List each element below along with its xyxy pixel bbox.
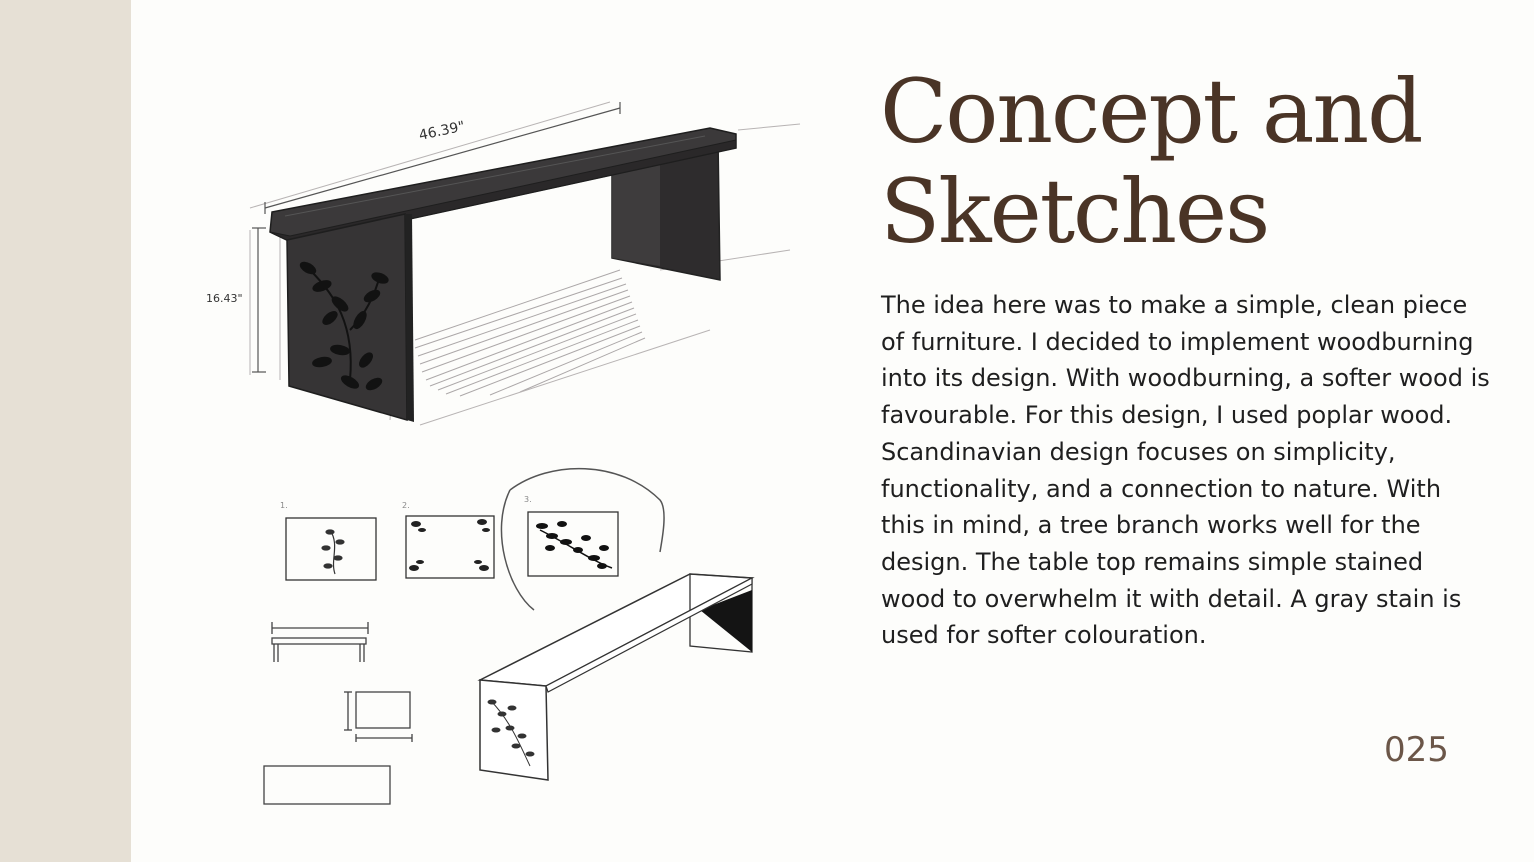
option-3-label: 3.: [524, 495, 532, 504]
elevation-sketches: [264, 622, 412, 804]
option-1-panel: [286, 518, 376, 580]
length-dimension-label: 46.39": [417, 118, 467, 144]
height-dimension-label: 16.43": [206, 292, 243, 305]
description-paragraph: The idea here was to make a simple, clean piece of furniture. I decided to implement woodburning into its design. With woodburning, a softer wood is favourable. For this design, I used poplar wood. Scandinavian design focuses on simplicity, functionality, and a connection to nature. With this in mind, a tree branch works well for the design. The table top remains simple stained wood to overwhelm it with detail. A gray stain is used for softer colouration.: [881, 291, 1490, 650]
sketch-drawing: [190, 90, 830, 820]
secondary-bench-sketch: [480, 574, 752, 780]
side-band: [0, 0, 131, 862]
option-2-label: 2.: [402, 501, 410, 510]
page-title: Concept and Sketches: [880, 60, 1422, 263]
main-bench-sketch: [206, 102, 800, 425]
panel-options: [280, 469, 664, 610]
page-number: 025: [1384, 730, 1449, 770]
option-1-label: 1.: [280, 501, 288, 510]
bench-sketch-svg: [190, 90, 830, 820]
